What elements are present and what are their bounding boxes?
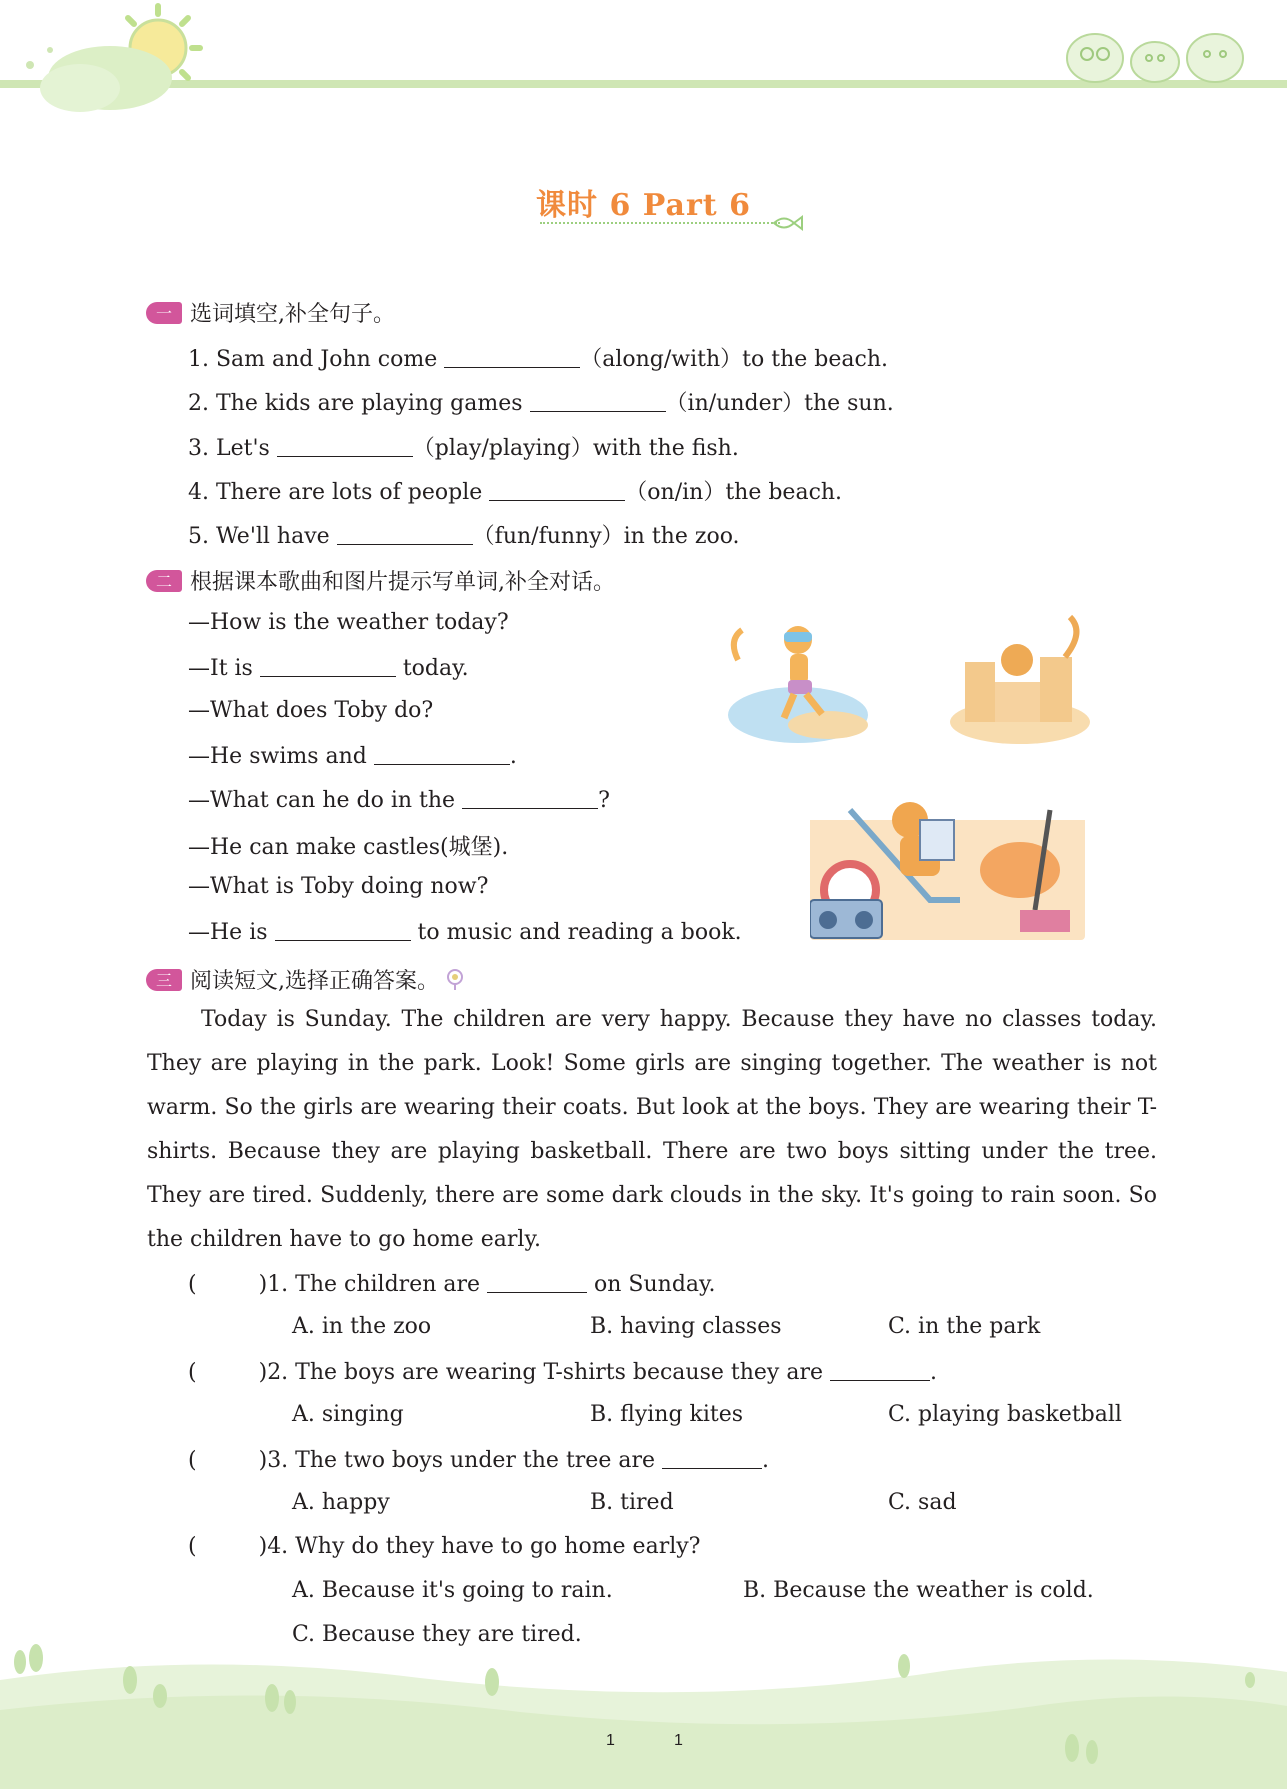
item-text: （on/in）the beach. — [625, 480, 843, 505]
answer-paren-close: ) — [258, 1360, 268, 1385]
q3-option-a[interactable]: A. happy — [292, 1490, 390, 1515]
answer-blank[interactable] — [277, 434, 413, 457]
fill-item-1 — [188, 342, 888, 373]
section3-instruction: 阅读短文,选择正确答案。 — [190, 969, 439, 994]
item-text: （along/with）to the beach. — [580, 347, 888, 372]
q2-option-b[interactable]: B. flying kites — [590, 1402, 744, 1427]
answer-paren-open: ( — [188, 1534, 197, 1559]
fish-icon — [772, 212, 804, 234]
dialog-text: —What can he do in the — [188, 788, 463, 813]
passage-text: Today is Sunday. The children are very happy. Because they have no classes today. They are playing in the park. Look! Some girls are singing together. The weather is not warm. So the girls are wearing their coats. But look at the boys. They are wearing their T-shirts. Because they are playing basketball. There are two boys sitting under the tree. They are tired. Suddenly, there are some dark clouds in the sky. It's going to rain soon. So the children have to go home early. — [147, 1007, 1157, 1252]
dialog-text: . — [509, 744, 517, 769]
dialog-text: —How is the weather today? — [188, 610, 509, 635]
answer-blank[interactable] — [462, 786, 598, 809]
q2-option-c[interactable]: C. playing basketball — [888, 1402, 1122, 1427]
animal-friends-icon — [1055, 20, 1255, 85]
dialog-text: to music and reading a book. — [410, 920, 742, 945]
item-text: 1. Sam and John come — [188, 347, 445, 372]
audio-marker-icon — [445, 968, 465, 992]
dialog-text: —He swims and — [188, 744, 374, 769]
q4-option-b[interactable]: B. Because the weather is cold. — [743, 1578, 1094, 1603]
title-underline — [540, 222, 780, 224]
dialog-text: —What does Toby do? — [188, 698, 434, 723]
fill-item-3 — [188, 431, 739, 462]
answer-blank — [662, 1446, 762, 1469]
dialog-text: —He can make castles(城堡). — [188, 835, 509, 860]
dialog-text: today. — [395, 656, 469, 681]
page-title: 课时 6 Part 6 — [536, 188, 751, 223]
dialog-text: —He is — [188, 920, 275, 945]
question-text: . — [930, 1360, 937, 1385]
answer-paren-open: ( — [188, 1272, 197, 1297]
section1-instruction: 选词填空,补全句子。 — [190, 302, 395, 327]
fill-item-5 — [188, 519, 740, 550]
q1-option-a[interactable]: A. in the zoo — [292, 1314, 432, 1339]
section2-heading — [146, 565, 615, 596]
dialog-line-7 — [188, 874, 488, 899]
footer-hills-decoration — [0, 1640, 1287, 1789]
answer-blank — [487, 1270, 587, 1293]
cat-swimming-illustration — [718, 610, 868, 750]
footer-number-left: 1 — [606, 1732, 615, 1749]
answer-blank[interactable] — [530, 389, 666, 412]
question-text: 3. The two boys under the tree are — [267, 1448, 662, 1473]
q3-option-b[interactable]: B. tired — [590, 1490, 674, 1515]
q1-option-b[interactable]: B. having classes — [590, 1314, 782, 1339]
question-text: 2. The boys are wearing T-shirts because they are — [267, 1360, 830, 1385]
answer-blank[interactable] — [275, 918, 411, 941]
item-text: （play/playing）with the fish. — [412, 436, 739, 461]
answer-blank[interactable] — [337, 522, 473, 545]
answer-paren-close: ) — [258, 1272, 268, 1297]
question-text: 4. Why do they have to go home early? — [267, 1534, 701, 1559]
answer-paren-open: ( — [188, 1448, 197, 1473]
answer-blank[interactable] — [444, 345, 580, 368]
item-text: 2. The kids are playing games — [188, 391, 530, 416]
answer-paren-close: ) — [258, 1448, 268, 1473]
section2-instruction: 根据课本歌曲和图片提示写单词,补全对话。 — [190, 570, 615, 595]
section3-heading — [146, 964, 465, 995]
reading-passage — [147, 998, 1157, 1262]
sun-cloud-icon — [0, 0, 220, 120]
answer-blank[interactable] — [260, 654, 396, 677]
dialog-line-8 — [188, 918, 742, 945]
question-text: . — [761, 1448, 769, 1473]
question-text: on Sunday. — [587, 1272, 716, 1297]
section3-badge: 三 — [146, 969, 182, 991]
section1-heading — [146, 297, 395, 328]
q3-option-c[interactable]: C. sad — [888, 1490, 957, 1515]
dialog-line-6 — [188, 830, 508, 861]
cat-beach-relaxing-illustration — [810, 780, 1085, 940]
dialog-text: —It is — [188, 656, 260, 681]
section1-badge: 一 — [146, 302, 182, 324]
dialog-line-1 — [188, 610, 509, 635]
answer-paren-open: ( — [188, 1360, 197, 1385]
answer-paren-close: ) — [258, 1534, 268, 1559]
fill-item-2 — [188, 386, 894, 417]
dialog-line-5 — [188, 786, 610, 813]
item-text: （in/under）the sun. — [665, 391, 894, 416]
q1-option-c[interactable]: C. in the park — [888, 1314, 1041, 1339]
answer-blank[interactable] — [374, 742, 510, 765]
dialog-line-4 — [188, 742, 517, 769]
cat-sandcastle-illustration — [945, 612, 1095, 747]
q2-option-a[interactable]: A. singing — [292, 1402, 404, 1427]
q4-option-c[interactable]: C. Because they are tired. — [292, 1622, 582, 1647]
question-text: 1. The children are — [267, 1272, 488, 1297]
item-text: （fun/funny）in the zoo. — [472, 524, 740, 549]
section2-badge: 二 — [146, 570, 182, 592]
item-text: 5. We'll have — [188, 524, 337, 549]
dialog-text: ? — [598, 788, 610, 813]
item-text: 3. Let's — [188, 436, 277, 461]
fill-item-4 — [188, 475, 842, 506]
dialog-text: —What is Toby doing now? — [188, 874, 489, 899]
question-2 — [188, 1358, 937, 1385]
dialog-line-3 — [188, 698, 433, 723]
q4-option-a[interactable]: A. Because it's going to rain. — [292, 1578, 613, 1603]
footer-number-right: 1 — [674, 1732, 683, 1749]
dialog-line-2 — [188, 654, 469, 681]
item-text: 4. There are lots of people — [188, 480, 490, 505]
answer-blank — [830, 1358, 930, 1381]
answer-blank[interactable] — [489, 478, 625, 501]
question-4 — [188, 1534, 700, 1559]
question-1 — [188, 1270, 716, 1297]
question-3 — [188, 1446, 769, 1473]
